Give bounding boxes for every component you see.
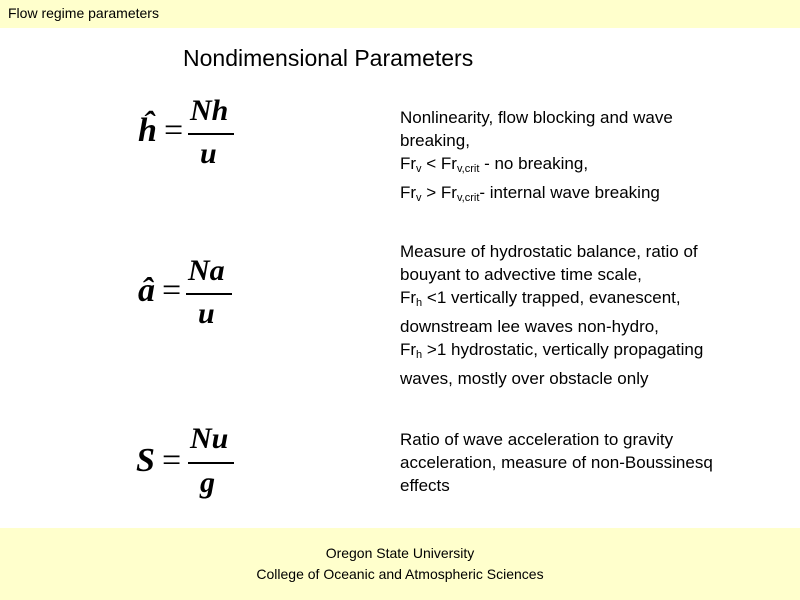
fr-subscript: v (416, 192, 422, 204)
formula-equals: = (164, 112, 184, 149)
desc-text: - internal wave breaking (479, 183, 660, 202)
desc-line (400, 338, 703, 367)
desc-text: <1 vertically trapped, evanescent, (422, 288, 681, 307)
formula-h-hat (138, 92, 248, 182)
fr-subscript: h (416, 297, 423, 309)
desc-line: effects (400, 476, 450, 495)
fraction-bar (186, 293, 232, 295)
formula-denominator: u (198, 297, 215, 330)
footer-university: Oregon State University (325, 545, 475, 561)
fraction-bar (188, 462, 234, 464)
fr-subscript: v,crit (456, 163, 480, 175)
desc-text: >1 hydrostatic, vertically propagating (422, 340, 704, 359)
desc-line (400, 181, 673, 210)
footer-college: College of Oceanic and Atmospheric Sciences (256, 566, 544, 582)
formula-numerator: Nu (190, 422, 229, 455)
slide-title: Nondimensional Parameters (183, 45, 474, 71)
footer-bar (0, 528, 800, 600)
header-bar (0, 0, 800, 28)
desc-line: downstream lee waves non-hydro, (400, 317, 659, 336)
desc-line (400, 286, 703, 315)
formula-a-hat (138, 252, 248, 342)
fr-subscript: h (416, 349, 423, 361)
description-h-hat (400, 106, 673, 210)
desc-line (400, 152, 673, 181)
fr-symbol: Fr (400, 183, 417, 202)
fraction-bar (188, 133, 234, 135)
formula-s (136, 420, 246, 510)
formula-equals: = (162, 272, 182, 309)
description-a-hat (400, 240, 703, 390)
formula-lhs: â (138, 272, 155, 309)
formula-denominator: g (200, 466, 215, 499)
description-s (400, 428, 713, 497)
header-title: Flow regime parameters (8, 5, 159, 21)
desc-line: Ratio of wave acceleration to gravity (400, 430, 674, 449)
desc-text: > (421, 183, 441, 202)
formula-lhs: S (136, 442, 155, 479)
fr-subscript: v,crit (456, 192, 480, 204)
desc-line: acceleration, measure of non-Boussinesq (400, 453, 713, 472)
formula-numerator: Nh (190, 94, 229, 127)
desc-line: Nonlinearity, flow blocking and wave (400, 108, 673, 127)
fr-symbol: Fr (440, 183, 457, 202)
formula-lhs: ĥ (138, 112, 157, 149)
desc-line: Measure of hydrostatic balance, ratio of (400, 242, 698, 261)
formula-equals: = (162, 442, 182, 479)
formula-denominator: u (200, 137, 217, 170)
formula-numerator: Na (188, 254, 225, 287)
desc-line: bouyant to advective time scale, (400, 265, 642, 284)
fr-symbol: Fr (400, 288, 417, 307)
desc-text: - no breaking, (479, 154, 589, 173)
fr-symbol: Fr (400, 340, 417, 359)
desc-line: waves, mostly over obstacle only (400, 369, 649, 388)
desc-text: < (421, 154, 441, 173)
fr-symbol: Fr (440, 154, 457, 173)
fr-symbol: Fr (400, 154, 417, 173)
desc-line: breaking, (400, 131, 470, 150)
fr-subscript: v (416, 163, 422, 175)
